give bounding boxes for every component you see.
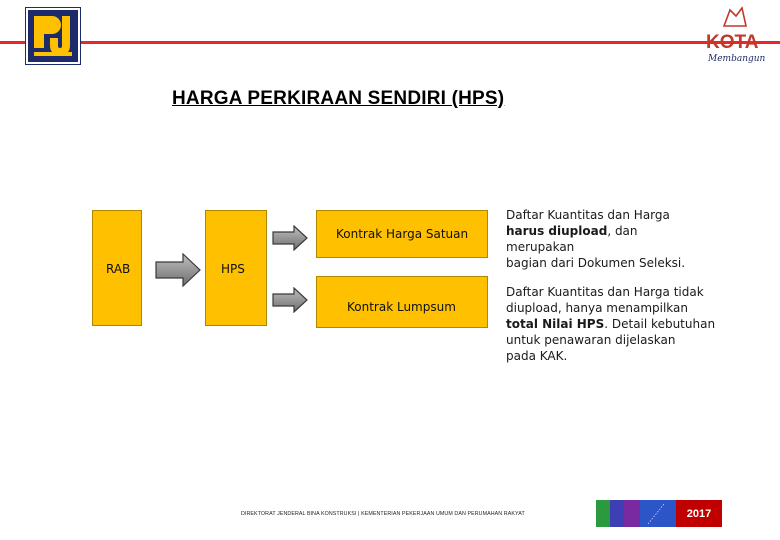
pu-logo-mark	[28, 10, 78, 62]
year-badge	[676, 500, 722, 527]
satuan-desc-line-2	[506, 223, 706, 255]
lumpsum-desc-line-2: diupload, hanya menampilkan	[506, 301, 688, 315]
lumpsum-desc-bold: total Nilai HPS	[506, 317, 605, 331]
kota-logo-mark	[700, 4, 772, 64]
page-title: HARGA PERKIRAAN SENDIRI (HPS)	[172, 88, 505, 109]
pu-logo	[26, 8, 80, 64]
footer-color-strip	[596, 500, 676, 527]
year-text: 2017	[686, 507, 712, 520]
lumpsum-desc-line-1: Daftar Kuantitas dan Harga tidak	[506, 285, 704, 299]
kota-membangun-logo	[700, 4, 772, 64]
header-red-line	[0, 41, 780, 44]
kota-logo-word: KOTA	[706, 32, 759, 53]
satuan-description	[506, 207, 706, 271]
kota-logo-subtitle: Membangun	[708, 54, 766, 64]
footer-organization-text: DIREKTORAT JENDERAL BINA KONSTRUKSI | KEMENTERIAN PEKERJAAN UMUM DAN PERUMAHAN RAKYAT	[241, 511, 525, 517]
kontrak-harga-satuan-label: Kontrak Harga Satuan	[336, 227, 469, 241]
hps-to-lumpsum-arrow-icon	[272, 287, 308, 313]
satuan-desc-line-1: Daftar Kuantitas dan Harga	[506, 208, 670, 222]
lumpsum-description	[506, 284, 716, 364]
lumpsum-desc-line-5: pada KAK.	[506, 349, 568, 363]
lumpsum-desc-line-3	[506, 316, 716, 332]
lumpsum-desc-line-4: untuk penawaran dijelaskan	[506, 333, 676, 347]
hps-label: HPS	[221, 262, 245, 276]
rab-label: RAB	[106, 262, 131, 276]
satuan-desc-line-3: bagian dari Dokumen Seleksi.	[506, 256, 686, 270]
kontrak-lumpsum-label: Kontrak Lumpsum	[347, 300, 456, 314]
satuan-desc-line-2-rest: , dan merupakan	[506, 224, 638, 254]
rab-to-hps-arrow-icon	[155, 253, 201, 287]
hps-to-satuan-arrow-icon	[272, 225, 308, 251]
lumpsum-desc-line-3-rest: . Detail kebutuhan	[604, 317, 716, 331]
satuan-desc-bold: harus diupload	[506, 224, 608, 238]
